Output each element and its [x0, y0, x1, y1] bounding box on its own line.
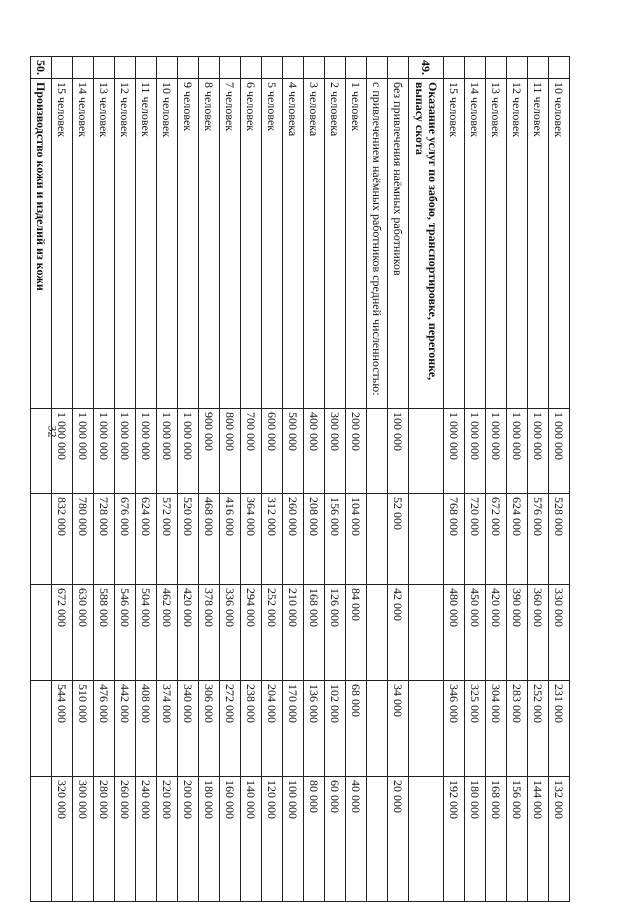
row-label-cell: 12 человек [115, 79, 136, 409]
row-number-cell [73, 57, 94, 79]
value-cell-v2: 156 000 [325, 494, 346, 585]
row-number-cell [367, 57, 388, 79]
row-number-cell [325, 57, 346, 79]
value-cell-v2: 624 000 [507, 494, 528, 585]
value-cell-v3: 588 000 [94, 585, 115, 681]
value-cell-v4: 170 000 [283, 681, 304, 777]
value-cell-v4: 283 000 [507, 681, 528, 777]
row-number-cell [199, 57, 220, 79]
table-row [73, 57, 94, 902]
value-cell-v3: 462 000 [157, 585, 178, 681]
row-label-cell: 4 человека [283, 79, 304, 409]
value-cell-v2: 672 000 [486, 494, 507, 585]
value-cell-v2: 260 000 [283, 494, 304, 585]
value-cell-v1: 400 000 [304, 409, 325, 494]
row-label-cell: 13 человек [94, 79, 115, 409]
value-cell-v3: 504 000 [136, 585, 157, 681]
row-number-cell [528, 57, 549, 79]
value-cell-v3: 420 000 [178, 585, 199, 681]
value-cell-v5: 140 000 [241, 777, 262, 902]
value-cell-v1: 800 000 [220, 409, 241, 494]
row-label-cell: 11 человек [528, 79, 549, 409]
table-row [444, 57, 465, 902]
value-cell-v2: 728 000 [94, 494, 115, 585]
value-cell-v5: 168 000 [486, 777, 507, 902]
value-cell-v4: 476 000 [94, 681, 115, 777]
empty-cell [367, 409, 388, 494]
section-title: Производство кожи и изделий из кожи [31, 79, 52, 409]
row-label-cell: 11 человек [136, 79, 157, 409]
table-body [31, 57, 570, 902]
value-cell-v1: 1 000 000 [444, 409, 465, 494]
value-cell-v5: 320 000 [52, 777, 73, 902]
table-row [220, 57, 241, 902]
value-cell-v5: 200 000 [178, 777, 199, 902]
value-cell-v1: 1 000 000 [507, 409, 528, 494]
value-cell-v2: 624 000 [136, 494, 157, 585]
value-cell-v1: 1 000 000 [486, 409, 507, 494]
value-cell-v4: 442 000 [115, 681, 136, 777]
value-cell-v5: 156 000 [507, 777, 528, 902]
table-row [136, 57, 157, 902]
value-cell-v4: 408 000 [136, 681, 157, 777]
row-number-cell [507, 57, 528, 79]
table-row [325, 57, 346, 902]
row-label-cell: 2 человека [325, 79, 346, 409]
value-cell-v5: 180 000 [465, 777, 486, 902]
value-cell-v3: 210 000 [283, 585, 304, 681]
empty-cell [31, 681, 52, 777]
value-cell-v2: 528 000 [549, 494, 570, 585]
value-cell-v4: 346 000 [444, 681, 465, 777]
value-cell-v5: 192 000 [444, 777, 465, 902]
row-number-cell [549, 57, 570, 79]
value-cell-v4: 272 000 [220, 681, 241, 777]
empty-cell [31, 409, 52, 494]
value-cell-v1: 700 000 [241, 409, 262, 494]
table-row [52, 57, 73, 902]
value-cell-v2: 52 000 [388, 494, 409, 585]
section-title: Оказание услуг по забою, транспортировке, перегонке, выпасу скота [409, 79, 444, 409]
empty-cell [367, 777, 388, 902]
value-cell-v4: 34 000 [388, 681, 409, 777]
row-number-cell [115, 57, 136, 79]
value-cell-v5: 60 000 [325, 777, 346, 902]
value-cell-v2: 104 000 [346, 494, 367, 585]
row-number-cell [465, 57, 486, 79]
empty-cell [409, 681, 444, 777]
value-cell-v1: 1 000 000 [115, 409, 136, 494]
value-cell-v1: 1 000 000 [528, 409, 549, 494]
value-cell-v2: 780 000 [73, 494, 94, 585]
value-cell-v5: 100 000 [283, 777, 304, 902]
value-cell-v4: 204 000 [262, 681, 283, 777]
page-number: 32 [45, 425, 60, 438]
empty-cell [31, 777, 52, 902]
section-49-header-row [409, 57, 444, 902]
value-cell-v4: 325 000 [465, 681, 486, 777]
row-label-cell: 12 человек [507, 79, 528, 409]
table-row [507, 57, 528, 902]
empty-cell [367, 681, 388, 777]
tariff-table [30, 56, 570, 902]
row-label-cell: 9 человек [178, 79, 199, 409]
row-number-cell [444, 57, 465, 79]
value-cell-v1: 300 000 [325, 409, 346, 494]
row-label-cell: без привлечения наёмных работников [388, 79, 409, 409]
value-cell-v5: 220 000 [157, 777, 178, 902]
value-cell-v2: 720 000 [465, 494, 486, 585]
hired-workers-label-row [367, 57, 388, 902]
value-cell-v2: 572 000 [157, 494, 178, 585]
value-cell-v3: 336 000 [220, 585, 241, 681]
value-cell-v5: 20 000 [388, 777, 409, 902]
table-row [283, 57, 304, 902]
value-cell-v2: 676 000 [115, 494, 136, 585]
value-cell-v1: 1 000 000 [73, 409, 94, 494]
table-row [549, 57, 570, 902]
table-row [528, 57, 549, 902]
section-number: 50. [31, 57, 52, 79]
value-cell-v3: 126 000 [325, 585, 346, 681]
table-row [388, 57, 409, 902]
value-cell-v2: 576 000 [528, 494, 549, 585]
value-cell-v1: 500 000 [283, 409, 304, 494]
value-cell-v4: 306 000 [199, 681, 220, 777]
value-cell-v3: 420 000 [486, 585, 507, 681]
row-number-cell [346, 57, 367, 79]
value-cell-v3: 480 000 [444, 585, 465, 681]
empty-cell [367, 585, 388, 681]
value-cell-v1: 1 000 000 [52, 409, 73, 494]
value-cell-v3: 672 000 [52, 585, 73, 681]
value-cell-v2: 768 000 [444, 494, 465, 585]
value-cell-v4: 510 000 [73, 681, 94, 777]
empty-cell [409, 494, 444, 585]
value-cell-v2: 364 000 [241, 494, 262, 585]
table-row [241, 57, 262, 902]
table-row [199, 57, 220, 902]
value-cell-v3: 546 000 [115, 585, 136, 681]
row-label-cell: с привлечением наёмных работников средней численностью: [367, 79, 388, 409]
row-label-cell: 3 человека [304, 79, 325, 409]
value-cell-v5: 300 000 [73, 777, 94, 902]
value-cell-v5: 132 000 [549, 777, 570, 902]
row-number-cell [136, 57, 157, 79]
table-row [346, 57, 367, 902]
row-label-cell: 7 человек [220, 79, 241, 409]
value-cell-v1: 1 000 000 [465, 409, 486, 494]
section-number: 49. [409, 57, 444, 79]
value-cell-v4: 252 000 [528, 681, 549, 777]
empty-cell [31, 494, 52, 585]
row-label-cell: 6 человек [241, 79, 262, 409]
row-number-cell [178, 57, 199, 79]
row-label-cell: 15 человек [444, 79, 465, 409]
empty-cell [409, 409, 444, 494]
table-row [178, 57, 199, 902]
value-cell-v1: 1 000 000 [94, 409, 115, 494]
row-number-cell [283, 57, 304, 79]
value-cell-v5: 144 000 [528, 777, 549, 902]
value-cell-v1: 200 000 [346, 409, 367, 494]
row-label-cell: 13 человек [486, 79, 507, 409]
value-cell-v5: 160 000 [220, 777, 241, 902]
row-label-cell: 1 человек [346, 79, 367, 409]
row-number-cell [52, 57, 73, 79]
row-number-cell [220, 57, 241, 79]
value-cell-v2: 208 000 [304, 494, 325, 585]
row-label-cell: 10 человек [157, 79, 178, 409]
empty-cell [409, 585, 444, 681]
value-cell-v1: 100 000 [388, 409, 409, 494]
value-cell-v4: 231 000 [549, 681, 570, 777]
value-cell-v4: 102 000 [325, 681, 346, 777]
value-cell-v3: 252 000 [262, 585, 283, 681]
value-cell-v1: 600 000 [262, 409, 283, 494]
row-number-cell [241, 57, 262, 79]
row-number-cell [157, 57, 178, 79]
table-row [304, 57, 325, 902]
value-cell-v4: 544 000 [52, 681, 73, 777]
value-cell-v3: 330 000 [549, 585, 570, 681]
value-cell-v5: 280 000 [94, 777, 115, 902]
value-cell-v3: 630 000 [73, 585, 94, 681]
value-cell-v2: 832 000 [52, 494, 73, 585]
value-cell-v1: 1 000 000 [178, 409, 199, 494]
table-row [157, 57, 178, 902]
section-50-header-row [31, 57, 52, 902]
value-cell-v4: 340 000 [178, 681, 199, 777]
row-number-cell [304, 57, 325, 79]
value-cell-v3: 84 000 [346, 585, 367, 681]
value-cell-v1: 900 000 [199, 409, 220, 494]
empty-cell [409, 777, 444, 902]
table-row [262, 57, 283, 902]
empty-cell [31, 585, 52, 681]
value-cell-v4: 68 000 [346, 681, 367, 777]
value-cell-v1: 1 000 000 [549, 409, 570, 494]
value-cell-v1: 1 000 000 [157, 409, 178, 494]
value-cell-v5: 40 000 [346, 777, 367, 902]
value-cell-v2: 312 000 [262, 494, 283, 585]
row-label-cell: 10 человек [549, 79, 570, 409]
value-cell-v4: 136 000 [304, 681, 325, 777]
row-label-cell: 15 человек [52, 79, 73, 409]
value-cell-v3: 390 000 [507, 585, 528, 681]
value-cell-v5: 180 000 [199, 777, 220, 902]
value-cell-v3: 450 000 [465, 585, 486, 681]
row-label-cell: 8 человек [199, 79, 220, 409]
value-cell-v3: 168 000 [304, 585, 325, 681]
row-number-cell [262, 57, 283, 79]
row-number-cell [94, 57, 115, 79]
empty-cell [367, 494, 388, 585]
value-cell-v2: 468 000 [199, 494, 220, 585]
value-cell-v5: 80 000 [304, 777, 325, 902]
row-label-cell: 5 человек [262, 79, 283, 409]
row-label-cell: 14 человек [465, 79, 486, 409]
value-cell-v5: 260 000 [115, 777, 136, 902]
table-row [94, 57, 115, 902]
table-row [115, 57, 136, 902]
table-row [486, 57, 507, 902]
row-label-cell: 14 человек [73, 79, 94, 409]
value-cell-v4: 238 000 [241, 681, 262, 777]
value-cell-v2: 520 000 [178, 494, 199, 585]
value-cell-v5: 240 000 [136, 777, 157, 902]
row-number-cell [388, 57, 409, 79]
value-cell-v1: 1 000 000 [136, 409, 157, 494]
value-cell-v3: 378 000 [199, 585, 220, 681]
value-cell-v3: 42 000 [388, 585, 409, 681]
value-cell-v4: 304 000 [486, 681, 507, 777]
table-row [465, 57, 486, 902]
value-cell-v3: 294 000 [241, 585, 262, 681]
rotated-table-container [34, 56, 570, 901]
value-cell-v5: 120 000 [262, 777, 283, 902]
value-cell-v4: 374 000 [157, 681, 178, 777]
row-number-cell [486, 57, 507, 79]
value-cell-v2: 416 000 [220, 494, 241, 585]
value-cell-v3: 360 000 [528, 585, 549, 681]
